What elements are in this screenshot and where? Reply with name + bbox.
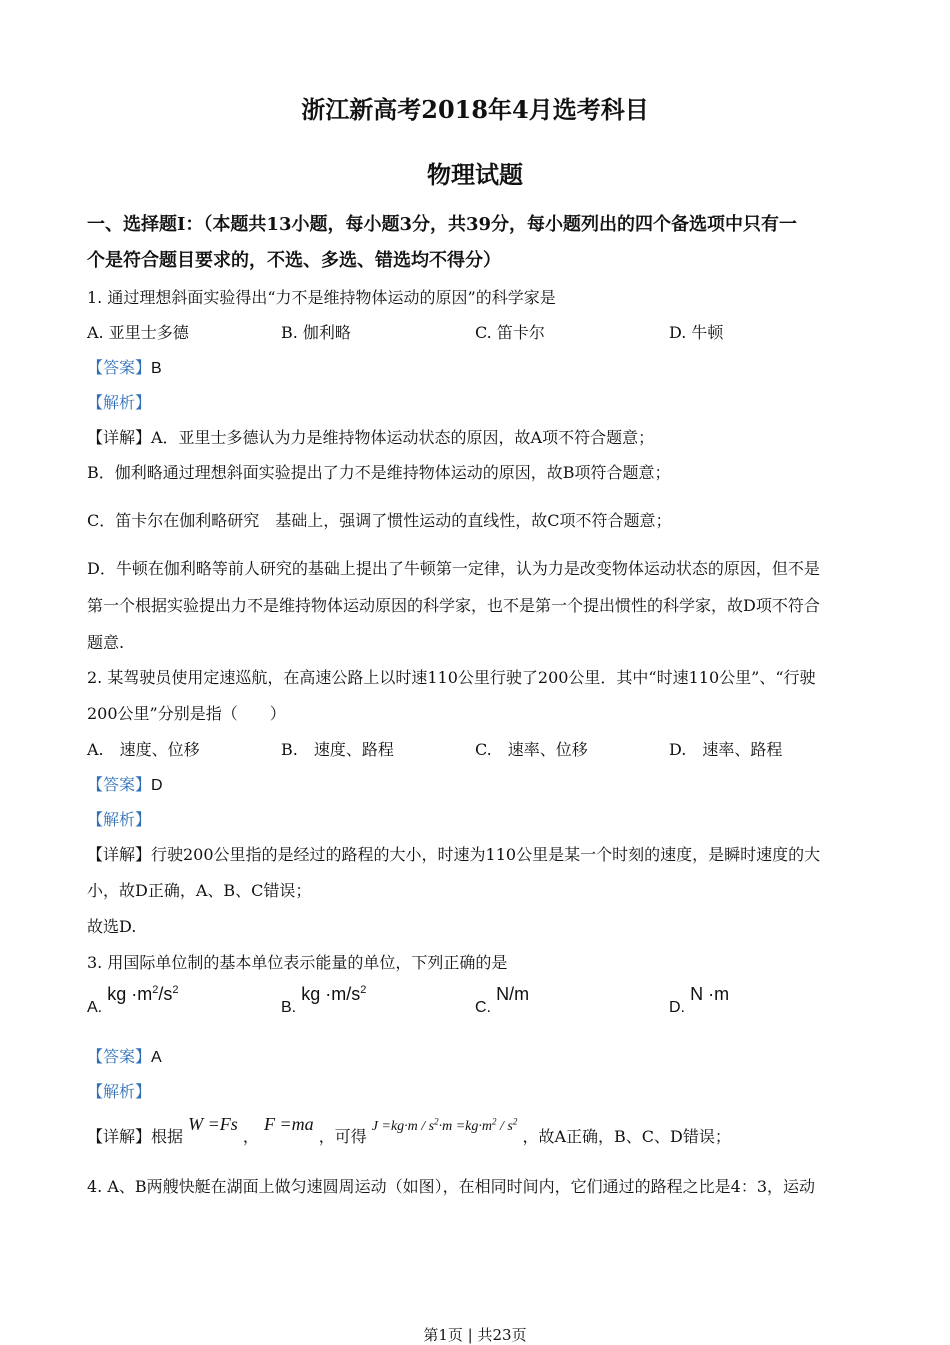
question-1-option-b: B. 伽利略 — [281, 323, 351, 342]
option-letter: B. — [281, 999, 297, 1016]
question-2-conclusion: 故选D. — [87, 917, 137, 936]
option-letter: C. — [475, 999, 491, 1016]
question-2-answer — [87, 772, 867, 795]
document-title: 浙江新高考2018年4月选考科目 — [301, 95, 649, 124]
unit-expression: N/m — [496, 984, 530, 1004]
question-3-detail — [87, 1112, 867, 1146]
section-heading-line2: 个是符合题目要求的，不选、多选、错选均不得分） — [87, 250, 501, 271]
unit-expression: kg $\cdot m^2/s^2$ — [107, 984, 179, 1004]
option-letter: D. — [669, 999, 685, 1016]
question-3-option-c — [475, 984, 530, 1016]
question-2-stem-line1: 2. 某驾驶员使用定速巡航，在高速公路上以时速110公里行驶了200公里．其中“时速110公里”、“行驶 — [87, 668, 816, 687]
question-3-option-b — [281, 984, 367, 1016]
page-footer: 第1页 | 共23页 — [423, 1326, 527, 1344]
question-1-stem: 1. 通过理想斜面实验得出“力不是维持物体运动的原因”的科学家是 — [87, 288, 556, 307]
question-2-option-b: B. 速度、路程 — [281, 740, 394, 759]
detail-suffix: ，故A正确，B、C、D错误； — [522, 1127, 731, 1146]
question-2-analysis-label: 【解析】 — [87, 810, 152, 829]
question-3-analysis-label: 【解析】 — [87, 1082, 152, 1101]
question-2-option-a: A. 速度、位移 — [87, 740, 200, 759]
answer-label: 【答案】 — [87, 1047, 152, 1066]
question-1-detail-c: C．笛卡尔在伽利略研究 基础上，强调了惯性运动的直线性，故C项不符合题意； — [87, 511, 672, 530]
answer-value: A — [151, 1049, 162, 1066]
question-3-option-a — [87, 984, 179, 1016]
question-4-stem: 4. A、B两艘快艇在湖面上做匀速圆周运动（如图），在相同时间内，它们通过的路程之比是4：3，运动 — [87, 1177, 816, 1196]
question-2-option-c: C. 速率、位移 — [475, 740, 588, 759]
question-1-detail-d-line1: D．牛顿在伽利略等前人研究的基础上提出了牛顿第一定律，认为力是改变物体运动状态的原因，但不是 — [87, 559, 820, 578]
formula-work: W =Fs — [188, 1114, 238, 1134]
question-1-detail-a: 【详解】A．亚里士多德认为力是维持物体运动状态的原因，故A项不符合题意； — [87, 428, 655, 447]
question-1-analysis-label: 【解析】 — [87, 393, 152, 412]
formula-derivation: $J =kg\cdot m / s^2\cdot m =kg\cdot m^2 / s^2$ — [371, 1116, 518, 1134]
answer-label: 【答案】 — [87, 775, 152, 794]
question-1-option-d: D. 牛顿 — [669, 323, 724, 342]
question-2-detail-line1: 【详解】行驶200公里指的是经过的路程的大小，时速为110公里是某一个时刻的速度，是瞬时速度的大 — [87, 845, 821, 864]
question-2-option-d: D. 速率、路程 — [669, 740, 783, 759]
answer-label: 【答案】 — [87, 358, 152, 377]
question-3-answer — [87, 1044, 867, 1067]
detail-middle: ，可得 — [318, 1127, 367, 1146]
answer-value: B — [151, 360, 162, 377]
question-3-stem: 3. 用国际单位制的基本单位表示能量的单位，下列正确的是 — [87, 953, 508, 972]
separator: ， — [242, 1127, 259, 1146]
unit-expression: N ·m — [690, 984, 730, 1004]
detail-prefix: 【详解】根据 — [87, 1127, 184, 1146]
question-2-detail-line2: 小，故D正确，A、B、C错误； — [87, 881, 312, 900]
question-1-option-c: C. 笛卡尔 — [475, 323, 545, 342]
question-1-answer — [87, 355, 867, 378]
question-2-stem-line2: 200公里”分别是指（ ） — [87, 704, 286, 723]
section-heading-line1: 一、选择题Ⅰ：（本题共13小题，每小题3分，共39分，每小题列出的四个备选项中只有一 — [87, 214, 798, 235]
question-1-detail-d-line2: 第一个根据实验提出力不是维持物体运动原因的科学家，也不是第一个提出惯性的科学家，故D项不符合 — [87, 596, 820, 615]
document-subtitle: 物理试题 — [427, 160, 523, 189]
question-3-option-d — [669, 984, 730, 1016]
option-letter: A. — [87, 999, 103, 1016]
answer-value: D — [151, 777, 163, 794]
question-1-detail-b: B．伽利略通过理想斜面实验提出了力不是维持物体运动的原因，故B项符合题意； — [87, 463, 671, 482]
question-1-detail-d-line3: 题意. — [87, 633, 125, 652]
question-1-option-a: A. 亚里士多德 — [87, 323, 189, 342]
formula-newton: F =ma — [263, 1114, 314, 1134]
unit-expression: kg $\cdot m/s^2$ — [301, 984, 367, 1004]
